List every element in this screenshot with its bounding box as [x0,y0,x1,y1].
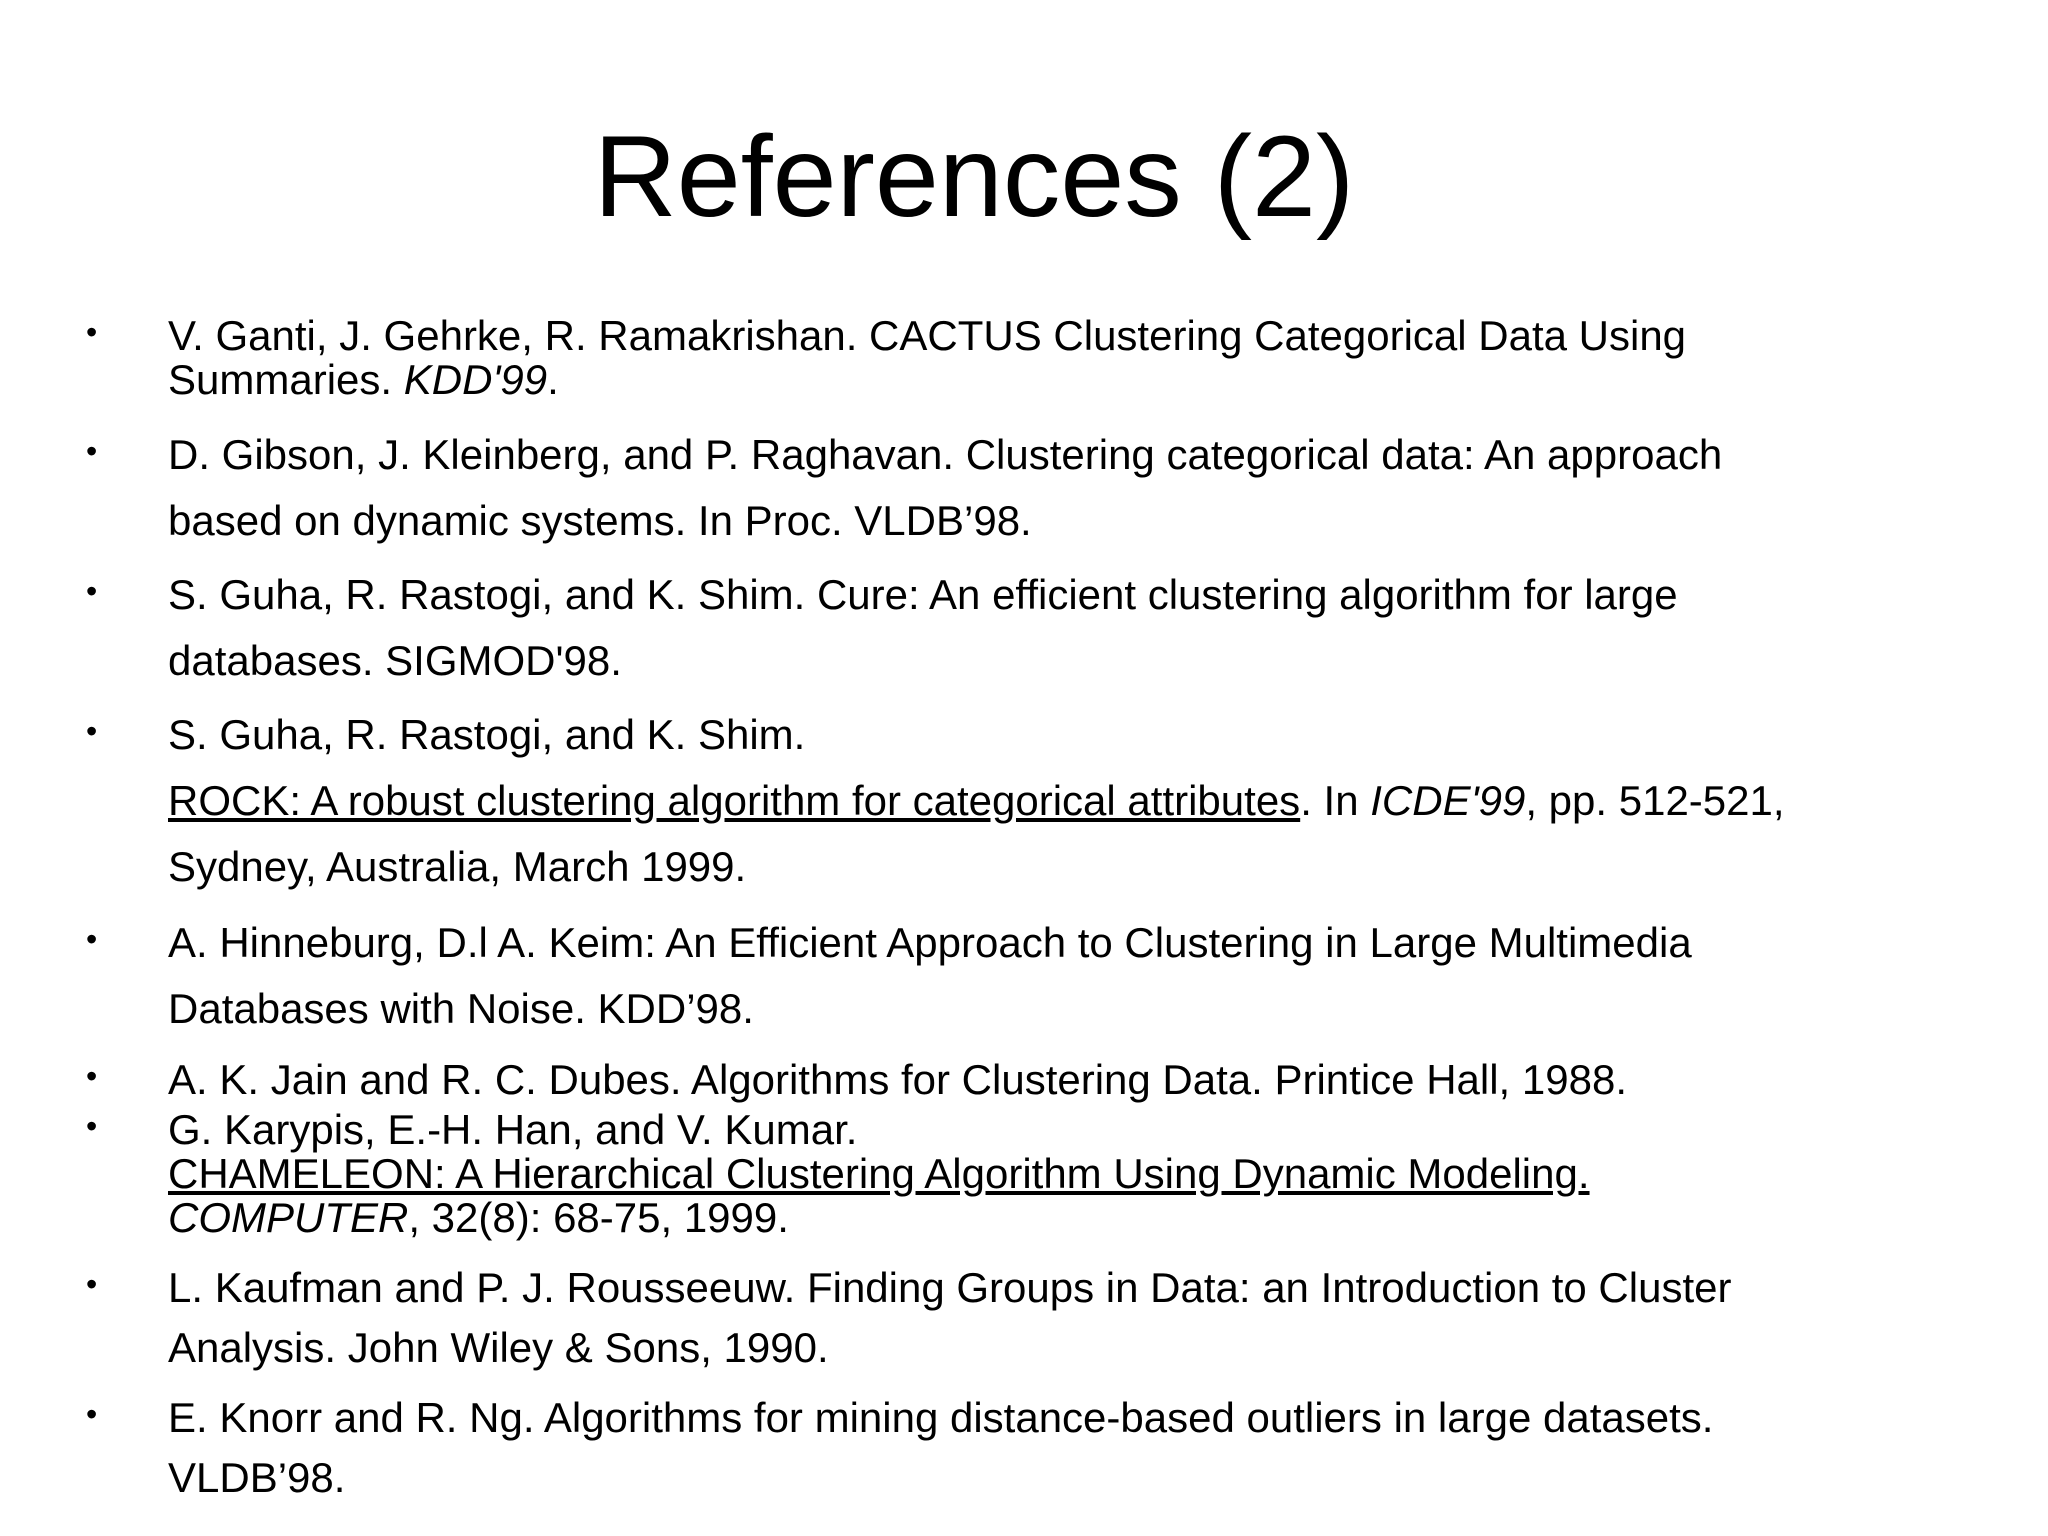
reference-line [168,1258,1968,1318]
reference-item [86,562,1968,694]
reference-line [168,910,1968,976]
reference-text: S. Guha, R. Rastogi, and K. Shim. [168,711,806,758]
reference-text: E. Knorr and R. Ng. Algorithms for mining distance-based outliers in large datasets. [168,1394,1714,1441]
bullet-icon: • [86,1108,98,1144]
reference-text: Databases with Noise. KDD’98. [168,985,754,1032]
reference-line [168,1318,1968,1378]
reference-text: , pp. 512-521, [1525,777,1785,824]
reference-link[interactable]: CHAMELEON: A Hierarchical Clustering Algorithm Using Dynamic Modeling. [168,1150,1590,1197]
reference-line [168,562,1968,628]
reference-line [168,1448,1968,1508]
reference-text: Sydney, Australia, March 1999. [168,843,747,890]
reference-text: . In [1300,777,1371,824]
bullet-icon: • [86,314,98,350]
reference-text: L. Kaufman and P. J. Rousseeuw. Finding Groups in Data: an Introduction to Cluster [168,1264,1732,1311]
reference-text: . [547,356,559,403]
bullet-icon: • [86,1058,98,1094]
venue-text: KDD'99 [403,356,548,403]
reference-line [168,314,1968,358]
reference-text: A. Hinneburg, D.l A. Keim: An Efficient Approach to Clustering in Large Multimedia [168,919,1692,966]
reference-text: Summaries. [168,356,404,403]
venue-text: COMPUTER [168,1194,409,1241]
reference-text: databases. SIGMOD'98. [168,637,622,684]
reference-line [168,702,1968,768]
reference-item [86,910,1968,1042]
reference-item [86,702,1968,900]
reference-item [86,422,1968,554]
reference-item [86,1056,1968,1103]
reference-item [86,312,1968,403]
reference-text: D. Gibson, J. Kleinberg, and P. Raghavan. Clustering categorical data: An approach [168,431,1723,478]
reference-line [168,488,1968,554]
reference-line [168,1388,1968,1448]
reference-text: G. Karypis, E.-H. Han, and V. Kumar. [168,1106,858,1153]
reference-link[interactable]: ROCK: A robust clustering algorithm for categorical attributes [168,777,1301,824]
venue-text: ICDE'99 [1370,777,1526,824]
reference-line [168,1196,1968,1240]
bullet-icon: • [86,573,98,609]
bullet-icon: • [86,433,98,469]
reference-text: Analysis. John Wiley & Sons, 1990. [168,1324,829,1371]
bullet-icon: • [86,1396,98,1432]
reference-text: A. K. Jain and R. C. Dubes. Algorithms for Clustering Data. Printice Hall, 1988. [168,1056,1627,1103]
reference-text: , 32(8): 68-75, 1999. [408,1194,789,1241]
reference-line [168,1152,1968,1196]
reference-line [168,1058,1968,1102]
reference-line [168,976,1968,1042]
reference-text: V. Ganti, J. Gehrke, R. Ramakrishan. CACTUS Clustering Categorical Data Using [168,312,1687,359]
bullet-icon: • [86,1266,98,1302]
reference-text: VLDB’98. [168,1454,346,1501]
reference-text: based on dynamic systems. In Proc. VLDB’98. [168,497,1032,544]
reference-line [168,358,1968,402]
reference-line [168,628,1968,694]
reference-line [168,1108,1968,1152]
bullet-icon: • [86,713,98,749]
bullet-icon: • [86,921,98,957]
reference-item [86,1388,1968,1508]
slide-title: References (2) [593,113,1355,241]
reference-line [168,422,1968,488]
reference-text: S. Guha, R. Rastogi, and K. Shim. Cure: An efficient clustering algorithm for large [168,571,1678,618]
reference-item [86,1258,1968,1378]
reference-line [168,834,1968,900]
reference-item [86,1106,1968,1241]
reference-line [168,768,1968,834]
